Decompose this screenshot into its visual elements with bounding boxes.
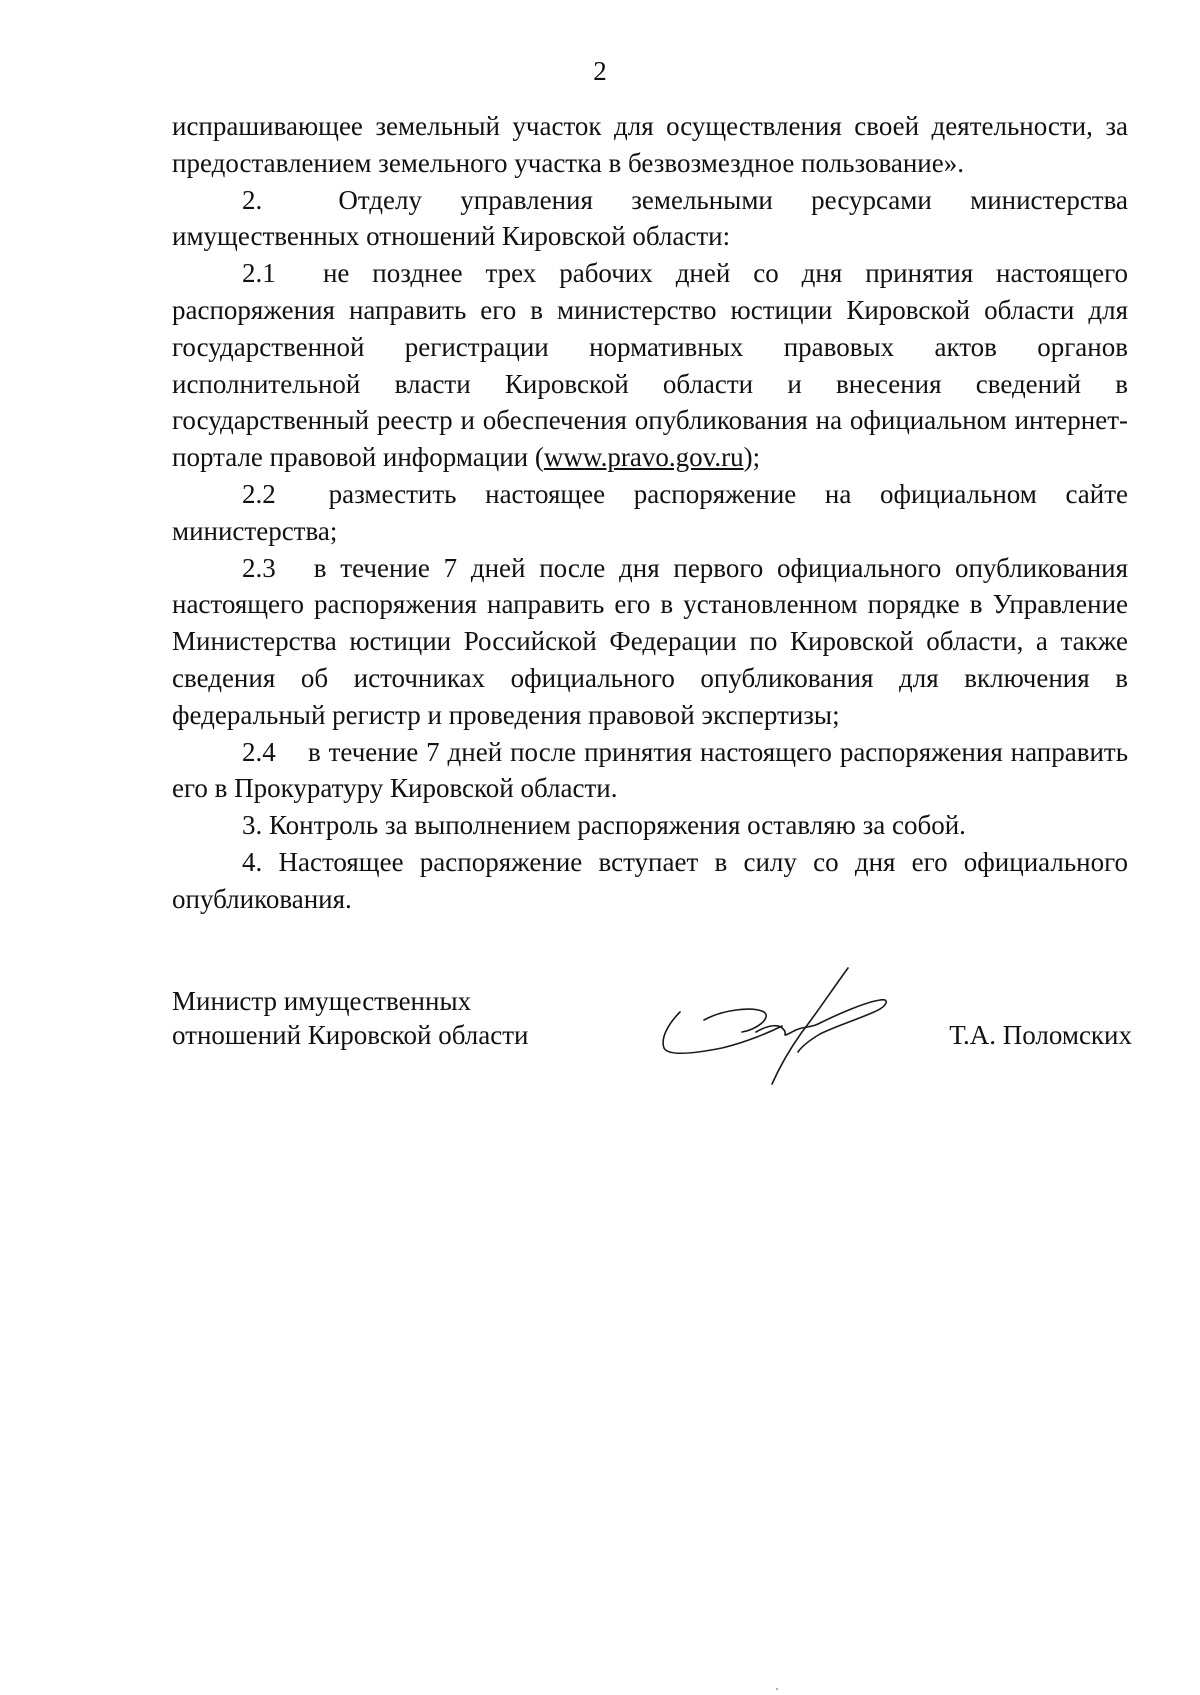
paragraph-item-4: 4. Настоящее распоряжение вступает в силу со дня его официального опубликования. <box>172 846 1128 914</box>
signature-block <box>172 972 1132 1092</box>
signatory-title-line-1: Министр имущественных <box>172 986 472 1016</box>
item-text: Отделу управления земельными ресурсами министерства имущественных отношений Кировской области: <box>172 184 1128 252</box>
signatory-name: Т.А. Поломских <box>949 1020 1132 1050</box>
document-body <box>172 108 1128 918</box>
pravo-gov-link[interactable]: www.pravo.gov.ru <box>543 442 744 473</box>
item-text-end: ); <box>743 442 761 473</box>
item-number: 2. <box>242 184 263 215</box>
item-number: 2.4 <box>242 736 276 767</box>
scan-speck <box>776 1688 778 1690</box>
page-number: 2 <box>593 56 607 86</box>
paragraph-item-2-3 <box>172 550 1128 734</box>
paragraph-item-3: 3. Контроль за выполнением распоряжения оставляю за собой. <box>242 810 966 841</box>
signatory-title-line-2: отношений Кировской области <box>172 1020 529 1050</box>
item-number: 2.2 <box>242 478 276 509</box>
paragraph-continuation: испрашивающее земельный участок для осуществления своей деятельности, за предоставлением земельного участка в безвозмездное пользование». <box>172 111 1128 178</box>
paragraph-item-2 <box>172 182 1128 256</box>
item-number: 2.1 <box>242 258 276 289</box>
paragraph-item-2-1 <box>172 255 1128 476</box>
item-text: разместить настоящее распоряжение на официальном сайте министерства; <box>172 478 1129 546</box>
paragraph-item-2-4 <box>172 734 1128 808</box>
item-text: в течение 7 дней после дня первого официального опубликования настоящего распоряжения направить его в установленном порядке в Управление Министерства юстиции Российской Федерации по Кировской области, а также сведения об источниках официального опубликования для включения в федеральный регистр и проведения правовой экспертизы; <box>172 552 1129 730</box>
signatory-title <box>172 984 529 1052</box>
item-number: 2.3 <box>242 552 276 583</box>
item-text: не позднее трех рабочих дней со дня принятия настоящего распоряжения направить его в министерство юстиции Кировской области для государственной регистрации нормативных правовых актов органов исполнительной власти Кировской области и внесения сведений в государственный реестр и обеспечения опубликования на официальном интернет-портале правовой информации ( <box>172 258 1129 473</box>
item-text: в течение 7 дней после принятия настоящего распоряжения направить его в Прокуратуру Кировской области. <box>172 736 1129 804</box>
paragraph-item-2-2 <box>172 476 1128 550</box>
handwritten-signature <box>652 962 912 1092</box>
